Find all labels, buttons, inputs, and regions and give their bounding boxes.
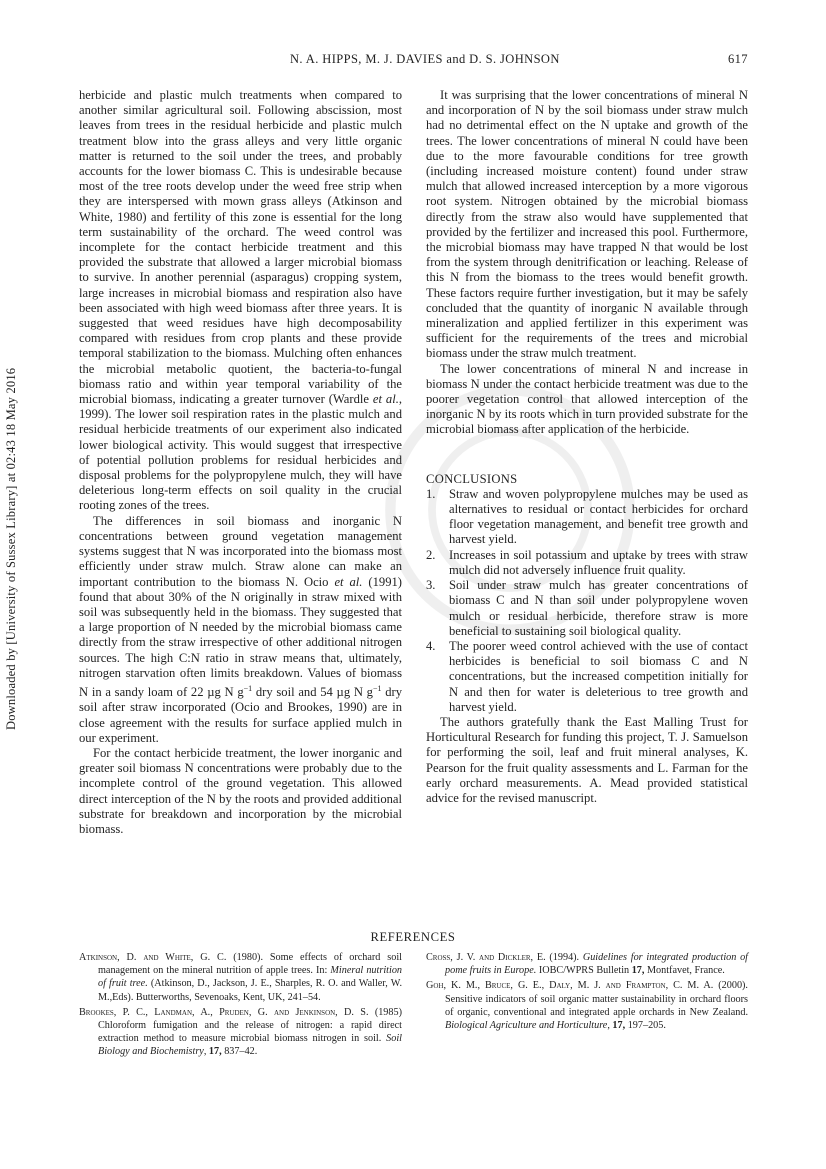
reference-text: (Atkinson, D., Jackson, J. E., Sharples, R. O. and Waller, W. M.,Eds). Butterworths, Sevenoaks, Kent, UK, 241–54. bbox=[98, 978, 403, 1003]
conclusions-list bbox=[426, 487, 748, 715]
reference-authors: Goh, K. M., Bruce, G. E., Daly, M. J. and Frampton, C. M. A. bbox=[426, 980, 714, 992]
references-right bbox=[426, 951, 748, 1034]
list-item bbox=[426, 548, 748, 578]
reference-text: 197–205. bbox=[625, 1020, 666, 1032]
header-authors: N. A. HIPPS, M. J. DAVIES and D. S. JOHNSON bbox=[290, 52, 560, 66]
list-text: Straw and woven polypropylene mulches may be used as alternatives to residual or contact herbicides for orchard floor vegetation management, and benefit tree growth and harvest yield. bbox=[449, 486, 748, 547]
body-paragraph: For the contact herbicide treatment, the lower inorganic and greater soil biomass N concentrations were probably due to the incomplete control of the ground vegetation. This allowed direct interception of the N by the roots and provided additional substrate for breakdown and incorporation by the microbial biomass. bbox=[79, 745, 402, 836]
left-column bbox=[79, 88, 402, 837]
citation-italic: et al. bbox=[372, 392, 399, 407]
acknowledgement: The authors gratefully thank the East Malling Trust for Horticultural Research for funding this project, T. J. Samuelson for performing the soil, leaf and fruit mineral analyses, K. Pearson for the fruit quality assessments and L. Farman for the early orchard measurements. A. Mead provided statistical advice for the revised manuscript. bbox=[426, 714, 748, 805]
body-paragraph bbox=[79, 88, 402, 514]
reference-authors: Brookes, P. C., Landman, A., Pruden, G. and Jenkinson, D. S. bbox=[79, 1006, 369, 1018]
list-number: 3. bbox=[426, 578, 436, 593]
reference-title: Mineral nutrition of fruit tree. bbox=[98, 965, 403, 990]
reference-volume: 17, bbox=[612, 1020, 626, 1032]
reference-text: (1985) Chloroform fumigation and the release of nitrogen: a rapid direct extraction method to measure microbial biomass nitrogen in soil. bbox=[98, 1006, 402, 1045]
paragraph-text: dry soil after straw incorporated (Ocio and Brookes, 1990) are in close agreement with the results for surface applied mulch in our experiment. bbox=[79, 685, 403, 745]
list-number: 4. bbox=[426, 638, 436, 653]
reference-text: Montfavet, France. bbox=[644, 965, 725, 977]
superscript: −1 bbox=[372, 683, 382, 693]
reference-text: (2000). Sensitive indicators of soil organic matter sustainability in orchard floors of organic, conventional and integrated apple orchards in New Zealand. bbox=[445, 980, 748, 1018]
references-left bbox=[79, 951, 402, 1061]
reference-entry bbox=[426, 979, 748, 1032]
list-number: 1. bbox=[426, 486, 436, 501]
list-number: 2. bbox=[426, 547, 436, 562]
list-item bbox=[426, 639, 748, 715]
reference-volume: 17, bbox=[208, 1046, 222, 1058]
page-number: 617 bbox=[728, 52, 748, 66]
superscript: −1 bbox=[243, 683, 253, 693]
paragraph-text: (1991) found that about 30% of the N originally in straw mixed with soil was subsequently held in the biomass. They suggested that a large proportion of N needed by the microbial biomass came directly from the straw irrespective of other additional nitrogen sources. The high C:N ratio in straw means that, ultimately, nitrogen starvation often limits breakdown. Values of biomass N in a sandy loam of 22 µg N g bbox=[79, 574, 402, 700]
paragraph-text: The differences in soil biomass and inorganic N concentrations between ground vegetation management systems suggest that N was incorporated into the biomass most efficiently under straw mulch. Straw alone can make an important contribution to the biomass N. Ocio bbox=[79, 513, 402, 589]
reference-text: , bbox=[607, 1020, 613, 1032]
list-text: The poorer weed control achieved with the use of contact herbicides is beneficial to soil biomass C and N concentrations, but the increased competition initially for N and then for water is deleterious to tree growth and harvest yield. bbox=[449, 638, 748, 714]
reference-authors: Atkinson, D. and White, G. C. bbox=[79, 952, 227, 963]
reference-journal: Soil Biology and Biochemistry bbox=[98, 1033, 402, 1058]
running-header bbox=[0, 52, 826, 70]
reference-text: (1994). bbox=[545, 952, 583, 963]
reference-text: IOBC/WPRS Bulletin bbox=[536, 965, 632, 977]
reference-text: (1980). Some effects of orchard soil management on the mineral nutrition of apple trees. In: bbox=[98, 952, 402, 977]
reference-authors: Cross, J. V. and Dickler, E. bbox=[426, 952, 546, 963]
list-item bbox=[426, 487, 748, 548]
download-stamp-text: Downloaded by [University of Sussex Library] at 02:43 18 May 2016 bbox=[4, 367, 18, 730]
list-text: Increases in soil potassium and uptake by trees with straw mulch did not adversely influence fruit quality. bbox=[449, 547, 748, 577]
reference-entry bbox=[426, 951, 748, 977]
paragraph-text: , 1999). The lower soil respiration rates in the plastic mulch and residual herbicide treatments of our experiment also indicated lower biological activity. This would suggest that irrespective of potential pollution problems for residual herbicides and disposal problems for the polypropylene mulch, they will have deleterious long-term effects on soil quality in the crucial rooting zones of the trees. bbox=[79, 392, 403, 513]
paragraph-text: herbicide and plastic mulch treatments when compared to another similar agricultural soil. Following abscission, most leaves from trees in the residual herbicide and plastic mulch treatment blow into the grass alleys and very little organic matter is returned to the soil under the trees, and probably accounts for the lower biomass C. This is undesirable because most of the tree roots develop under the weed free strip when they are interspersed with mown grass alleys (Atkinson and White, 1980) and fertility of this zone is essential for the long term sustainability of the orchard. The weed control was incomplete for the contact herbicide treatment and this provided the substrate that allowed a larger microbial biomass to survive. In another perennial (asparagus) cropping system, large increases in microbial biomass and respiration also have been associated with high weed biomass after three years. It is suggested that weed residues have high decomposability compared with residues from crop plants and these provide temporal stabilization to the biomass. Mulching often enhances the microbial metabolic quotient, the bacteria-to-fungal biomass ratio and within year temporal variability of the microbial biomass, indicating a greater turnover (Wardle bbox=[79, 88, 402, 407]
reference-entry bbox=[79, 951, 402, 1004]
reference-volume: 17, bbox=[631, 965, 645, 977]
reference-text: , bbox=[203, 1046, 209, 1058]
reference-text: 837–42. bbox=[221, 1046, 258, 1058]
paragraph-text: dry soil and 54 µg N g bbox=[252, 685, 373, 700]
right-column bbox=[426, 88, 748, 806]
reference-title: Guidelines for integrated production of pome fruits in Europe. bbox=[445, 952, 749, 977]
list-text: Soil under straw mulch has greater concentrations of biomass C and N than soil under polypropylene woven mulch or residual herbicide, therefore straw is more beneficial to sustaining soil biological quality. bbox=[449, 578, 748, 638]
body-paragraph: The lower concentrations of mineral N and increase in biomass N under the contact herbicide treatment was due to the poorer vegetation control that allowed interception of the inorganic N by its roots which in turn provided substrate for the microbial biomass after application of the herbicide. bbox=[426, 361, 748, 437]
citation-italic: et al. bbox=[334, 574, 363, 589]
reference-journal: Biological Agriculture and Horticulture bbox=[445, 1020, 608, 1032]
list-item bbox=[426, 578, 748, 639]
reference-entry bbox=[79, 1006, 402, 1059]
body-paragraph: It was surprising that the lower concentrations of mineral N and incorporation of N by the soil biomass under straw mulch had no detrimental effect on the N uptake and growth of the trees. The lower concentrations of mineral N could have been due to the more favourable conditions for tree growth (including increased moisture content) found under straw mulch that allowed increased interception by a more vigorous root system. Nitrogen obtained by the microbial biomass directly from the straw also would have supplemented that provided by the fertilizer and increased this pool. Furthermore, the microbial biomass may have trapped N that would be lost from the system through denitrification or leaching. Release of this N from the biomass to the trees would benefit growth. These factors require further investigation, but it may be safely concluded that the quantity of inorganic N available through mineralization and applied fertilizer in this experiment was sufficient for the requirements of the trees and microbial biomass under the straw mulch treatment. bbox=[426, 88, 748, 361]
body-paragraph bbox=[79, 514, 402, 746]
references-heading: REFERENCES bbox=[370, 930, 456, 944]
section-heading: CONCLUSIONS bbox=[426, 471, 518, 486]
